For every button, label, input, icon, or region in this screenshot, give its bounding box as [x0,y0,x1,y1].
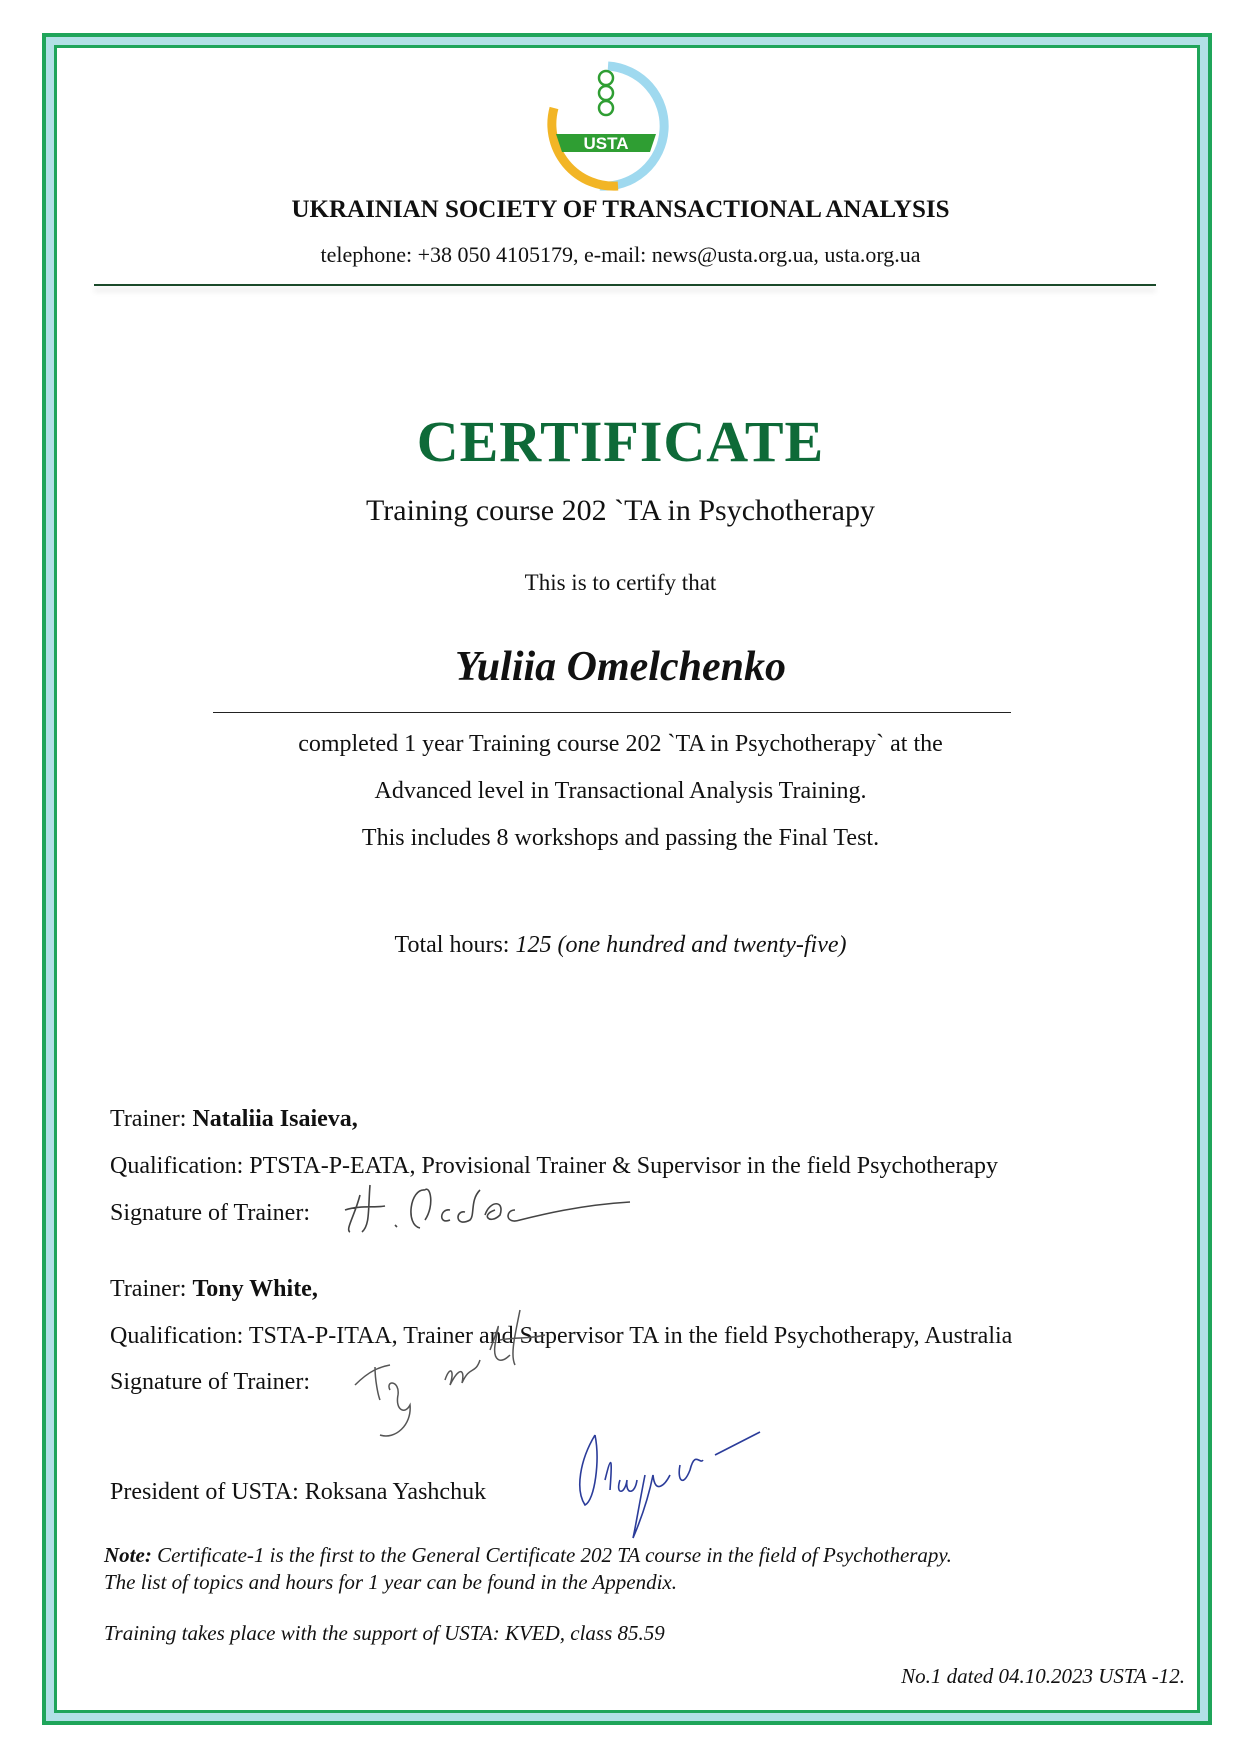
trainer-1-signature-label: Signature of Trainer: [110,1200,310,1226]
note-line-2: The list of topics and hours for 1 year can be found in the Appendix. [104,1570,677,1594]
certificate-title: CERTIFICATE [416,409,825,474]
svg-text:USTA: USTA [583,134,629,153]
certify-text: This is to certify that [524,570,717,595]
trainer-name: Tony White, [192,1276,318,1302]
trainer-1 [110,1106,358,1133]
description-line: completed 1 year Training course 202 `TA in Psychotherapy` at the [298,731,943,757]
trainer-2-qualification: Qualification: TSTA-P-ITAA, Trainer and Supervisor TA in the field Psychotherapy, Australia [110,1323,1013,1349]
hours-value: 125 (one hundred and twenty-five) [515,932,847,958]
usta-logo [538,58,678,193]
trainer-1-qualification: Qualification: PTSTA-P-EATA, Provisional Trainer & Supervisor in the field Psychotherapy [110,1153,999,1179]
trainer-label: Trainer: [110,1276,193,1302]
trainer-2-signature [350,1305,580,1440]
note-text: Certificate-1 is the first to the General Certificate 202 TA course in the field of Psychotherapy. [151,1543,952,1567]
course-title: Training course 202 `TA in Psychotherapy [366,494,875,527]
note-label: Note: [104,1543,152,1567]
support-text: Training takes place with the support of USTA: KVED, class 85.59 [104,1621,665,1645]
contact-info: telephone: +38 050 4105179, e-mail: news@usta.org.ua, usta.org.ua [320,242,921,267]
description-line: Advanced level in Transactional Analysis Training. [374,778,867,804]
document-number: No.1 dated 04.10.2023 USTA -12. [901,1664,1185,1688]
description-line: This includes 8 workshops and passing the Final Test. [361,825,880,851]
president-signature [565,1420,765,1540]
name-underline [213,712,1011,713]
total-hours [0,932,1241,959]
note-line-1 [104,1543,952,1568]
recipient-name: Yuliia Omelchenko [455,644,786,690]
organization-name: UKRAINIAN SOCIETY OF TRANSACTIONAL ANALYSIS [291,196,950,223]
trainer-name: Nataliia Isaieva, [192,1106,358,1132]
president: President of USTA: Roksana Yashchuk [110,1479,487,1505]
trainer-2-signature-label: Signature of Trainer: [110,1369,310,1395]
trainer-2 [110,1276,318,1303]
header-divider [94,284,1156,286]
hours-label: Total hours: [394,932,516,958]
trainer-label: Trainer: [110,1106,193,1132]
trainer-1-signature [340,1170,640,1240]
